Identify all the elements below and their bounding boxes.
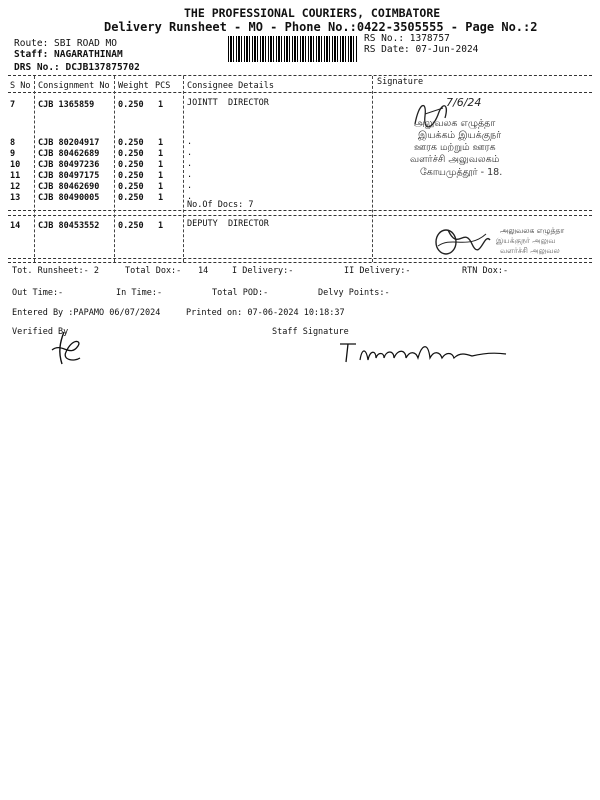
route-label: Route: SBI ROAD MO (14, 38, 117, 49)
row-weight: 0.250 (118, 171, 144, 181)
row-details: . (187, 170, 193, 180)
row-details: . (187, 137, 193, 147)
total-dox-label: Total Dox:- (125, 266, 182, 276)
stamp-line: வளர்ச்சி அலுவலகம் (410, 154, 500, 165)
row-sno: 10 (10, 160, 21, 170)
divider (8, 262, 592, 263)
col-signature: Signature (377, 77, 424, 87)
row-pcs: 1 (158, 100, 164, 110)
row-pcs: 1 (158, 193, 164, 203)
row-consignment: CJB 80497236 (38, 160, 100, 170)
col-sno: S No (10, 81, 31, 91)
row-sno: 9 (10, 149, 16, 159)
row-weight: 0.250 (118, 182, 144, 192)
row-pcs: 1 (158, 182, 164, 192)
row-weight: 0.250 (118, 100, 144, 110)
row-weight: 0.250 (118, 149, 144, 159)
stamp-line: இயக்கம் இயக்குநர் (418, 130, 502, 141)
row-sno: 11 (10, 171, 21, 181)
row-pcs: 1 (158, 160, 164, 170)
row-sno: 12 (10, 182, 21, 192)
column-divider (372, 76, 373, 262)
column-divider (183, 76, 184, 262)
row-consignment: CJB 80462690 (38, 182, 100, 192)
stamp-line: இயக்குநர் அலுவ (496, 236, 556, 245)
column-divider (34, 76, 35, 262)
col-pcs: PCS (155, 81, 171, 91)
row-pcs: 1 (158, 221, 164, 231)
row-weight: 0.250 (118, 160, 144, 170)
printed-on: Printed on: 07-06-2024 10:18:37 (186, 308, 345, 318)
no-of-docs: No.Of Docs: 7 (187, 200, 254, 210)
i-delivery: I Delivery:- (232, 266, 294, 276)
row-details: JOINTT DIRECTOR (187, 98, 269, 108)
runsheet-subtitle: Delivery Runsheet - MO - Phone No.:0422-3505555 - Page No.:2 (104, 20, 538, 34)
stamp-date-handwriting: 7/6/24 (446, 96, 482, 109)
entered-by: Entered By :PAPAMO 06/07/2024 (12, 308, 161, 318)
row-sno: 7 (10, 100, 16, 110)
total-dox-value: 14 (198, 266, 209, 276)
in-time: In Time:- (116, 288, 163, 298)
company-title: THE PROFESSIONAL COURIERS, COIMBATORE (184, 6, 441, 20)
row-consignment: CJB 80497175 (38, 171, 100, 181)
rs-number: RS No.: 1378757 (364, 33, 450, 44)
staff-signature (336, 338, 526, 368)
delvy-points: Delvy Points:- (318, 288, 390, 298)
col-consignment: Consignment No (38, 81, 110, 91)
row-details: DEPUTY DIRECTOR (187, 219, 269, 229)
verifier-signature (48, 328, 88, 368)
divider (8, 215, 592, 216)
rtn-dox: RTN Dox:- (462, 266, 509, 276)
row-details: . (187, 181, 193, 191)
row-pcs: 1 (158, 149, 164, 159)
divider (8, 258, 592, 259)
stamp-line: அலுவலக எழுத்தா (500, 226, 565, 235)
staff-label: Staff: NAGARATHINAM (14, 49, 123, 60)
stamp-line: அலுவலக எழுத்தா (414, 118, 496, 129)
col-consignee: Consignee Details (187, 81, 274, 91)
divider (8, 75, 592, 76)
row-weight: 0.250 (118, 193, 144, 203)
staff-signature-label: Staff Signature (272, 327, 349, 337)
row-weight: 0.250 (118, 221, 144, 231)
tot-runsheet: Tot. Runsheet:- 2 (12, 266, 99, 276)
verified-by: Verified By (12, 327, 69, 337)
row-pcs: 1 (158, 138, 164, 148)
row-details: . (187, 192, 193, 202)
col-weight: Weight (118, 81, 149, 91)
total-pod: Total POD:- (212, 288, 269, 298)
divider (8, 92, 592, 93)
row-sno: 14 (10, 221, 21, 231)
row-sno: 13 (10, 193, 21, 203)
stamp-line: ஊரக மற்றும் ஊரக (414, 142, 496, 153)
row-consignment: CJB 80462689 (38, 149, 100, 159)
out-time: Out Time:- (12, 288, 64, 298)
row-weight: 0.250 (118, 138, 144, 148)
row-details: . (187, 159, 193, 169)
row-details: . (187, 148, 193, 158)
row-consignment: CJB 1365859 (38, 100, 95, 110)
row-pcs: 1 (158, 171, 164, 181)
row-sno: 8 (10, 138, 16, 148)
row-consignment: CJB 80453552 (38, 221, 100, 231)
barcode (228, 36, 358, 62)
stamp-line: வளர்ச்சி அலுவல (500, 246, 560, 255)
row-consignment: CJB 80490005 (38, 193, 100, 203)
ii-delivery: II Delivery:- (344, 266, 411, 276)
divider (8, 210, 592, 211)
drs-number: DRS No.: DCJB137875702 (14, 62, 140, 73)
row-consignment: CJB 80204917 (38, 138, 100, 148)
stamp-line: கோயமுத்தூர் - 18. (420, 167, 503, 178)
rs-date: RS Date: 07-Jun-2024 (364, 44, 479, 55)
column-divider (114, 76, 115, 262)
